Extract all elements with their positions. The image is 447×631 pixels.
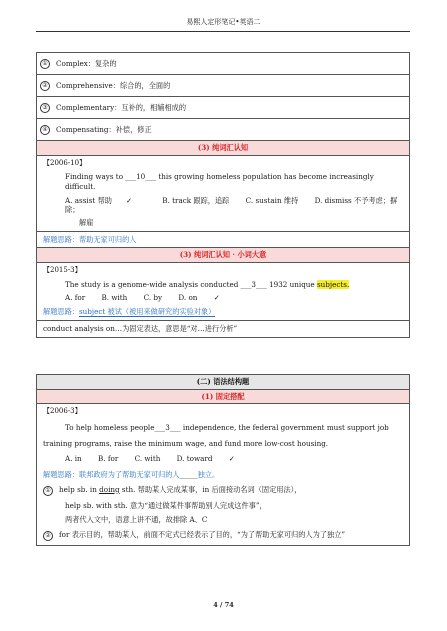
question-tag: 【2006-3】 — [43, 407, 82, 416]
question-number: 10 — [136, 172, 146, 182]
point-1 — [43, 485, 403, 496]
option-a: A. in — [65, 454, 82, 464]
option-c: C. with — [134, 454, 161, 464]
vocab-block — [36, 52, 410, 338]
question-tag: 【2006-10】 — [43, 158, 87, 167]
analysis-pre: 联邦政府为了帮助无家可归的人 — [78, 470, 180, 480]
circled-number: ② — [43, 531, 53, 541]
question-number: 3 — [251, 279, 256, 289]
analysis-text: subject 被试（被用来做研究的实验对象） — [78, 307, 216, 317]
question-pre: The study is a genome-wide analysis conducted ___ — [65, 279, 252, 289]
circled-number: ① — [40, 59, 50, 69]
options — [43, 454, 403, 464]
question-continuation: training programs, raise the minimum wage, and fund more low-cost housing. — [43, 438, 329, 448]
check-icon: ✓ — [125, 195, 132, 205]
analysis-label: 解题思路： — [43, 234, 79, 244]
point-1-post: sth. 帮助某人完成某事，in 后面接动名词（固定用法）， — [119, 484, 302, 494]
vocab-word: Complex： — [56, 58, 96, 68]
vocab-word: Compensating： — [56, 124, 116, 134]
question-post: ___ independence, the federal government must support job — [169, 422, 389, 432]
option-c: C. sustain 维持 — [245, 195, 299, 205]
vocab-meaning: 互补的，相辅相成的 — [121, 102, 187, 112]
vocab-item-4 — [37, 119, 409, 141]
question-number: 3 — [165, 422, 170, 432]
options — [43, 293, 403, 303]
option-c: C. by — [143, 293, 163, 303]
options — [43, 196, 403, 215]
question-tag: 【2015-3】 — [43, 266, 82, 275]
option-b: B. track 跟踪，追踪 — [162, 195, 230, 205]
analysis-label: 解题思路： — [43, 307, 79, 317]
note-row: conduct analysis on…为固定表达，意思是“对…进行分析” — [43, 323, 238, 333]
analysis-line — [43, 307, 403, 317]
option-b: B. for — [98, 454, 119, 464]
question-pre: To help homeless people___ — [65, 422, 166, 432]
analysis-row — [37, 232, 409, 249]
check-icon: ✓ — [228, 454, 235, 464]
question-2006-3 — [37, 404, 409, 545]
analysis-line — [43, 470, 403, 480]
page-number: 4 / 74 — [213, 601, 234, 609]
header-rule — [36, 31, 410, 32]
section-band-fixed-collocation: (1) 固定搭配 — [37, 390, 409, 405]
section-band-small-words: (3) 纯词汇认知 · 小词大意 — [37, 248, 409, 263]
check-icon: ✓ — [213, 293, 220, 303]
vocab-word: Comprehensive： — [56, 80, 120, 90]
question-2006-10 — [37, 156, 409, 232]
analysis-blank: _____ — [179, 470, 198, 480]
analysis-text: 帮助无家可归的人 — [78, 234, 137, 244]
underlined-word: doing — [99, 484, 120, 494]
grammar-block — [36, 374, 410, 546]
vocab-item-3 — [37, 97, 409, 119]
question-text — [43, 172, 403, 191]
vocab-word: Complementary： — [56, 102, 122, 112]
point-1-line-2: help sb. with sth. 意为“通过做某件事帮助别人完成这件事”， — [65, 500, 267, 510]
question-pre: Finding ways to ___ — [65, 172, 137, 182]
question-text — [43, 423, 403, 433]
analysis-label: 解题思路： — [43, 470, 79, 480]
vocab-meaning: 综合的，全面的 — [119, 80, 171, 90]
question-2015-3 — [37, 263, 409, 321]
section-band-grammar: (二) 语法结构题 — [37, 375, 409, 390]
circled-number: ③ — [40, 103, 50, 113]
option-b: B. with — [101, 293, 128, 303]
option-d: D. toward ✓ — [176, 454, 235, 464]
circled-number: ② — [40, 81, 50, 91]
option-a: A. assist 帮助 ✓ — [65, 195, 132, 205]
point-1-line-3: 两者代入文中，语意上讲不通，故排除 A、C — [65, 515, 208, 525]
option-a: A. for — [65, 293, 86, 303]
highlighted-word: subjects. — [316, 279, 350, 289]
vocab-item-2 — [37, 75, 409, 97]
option-d-continuation: 解雇 — [79, 218, 94, 228]
question-mid: ___ 1932 unique — [256, 279, 317, 289]
question-text — [43, 280, 403, 290]
question-post: ___ this growing homeless population has become increasingly difficult. — [65, 172, 374, 191]
page-header: 易熙人定形笔记•英语二 — [186, 18, 261, 26]
analysis-post: 独立。 — [197, 470, 220, 480]
point-2-text: for 表示目的，帮助某人，前面不定式已经表示了目的，“为了帮助无家可归的人为了独立” — [59, 530, 345, 540]
option-d: D. on ✓ — [178, 293, 220, 303]
point-2 — [43, 530, 403, 541]
vocab-meaning: 复杂的 — [95, 58, 117, 68]
vocab-item-1 — [37, 53, 409, 75]
vocab-meaning: 补偿，修正 — [115, 124, 152, 134]
section-band-pure-vocab: (3) 纯词汇认知 — [37, 141, 409, 156]
option-d: D. dismiss 不予考虑；摒除； — [65, 195, 398, 215]
point-1-pre: help sb. in — [59, 484, 100, 494]
circled-number: ① — [43, 486, 53, 496]
circled-number: ④ — [40, 125, 50, 135]
